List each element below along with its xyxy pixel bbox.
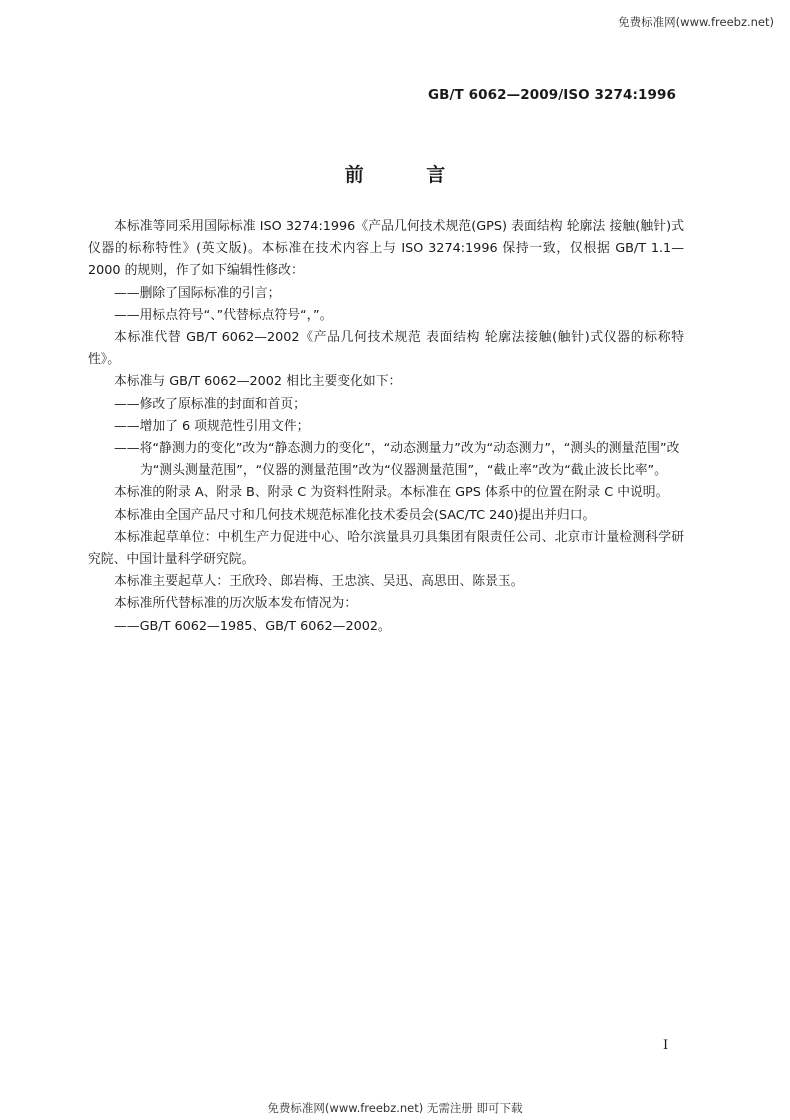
foreword-body [88,216,684,638]
paragraph-adoption: 本标准等同采用国际标准 ISO 3274:1996《产品几何技术规范(GPS) 表面结构 轮廓法 接触(触针)式仪器的标称特性》(英文版)。本标准在技术内容上与 ISO 3274:1996 保持一致，仅根据 GB/T 1.1—2000 的规则，作了如下编辑性修改： [88,219,684,279]
standard-code: GB/T 6062—2009/ISO 3274:1996 [427,87,676,103]
list-item-change-1: ——修改了原标准的封面和首页； [114,396,306,412]
list-item-change-3: ——将“静测力的变化”改为“静态测力的变化”，“动态测量力”改为“动态测力”，“测头的测量范围”改为“测头测量范围”，“仪器的测量范围”改为“仪器测量范围”，“截止率”改为“截止波长比率”。 [114,441,680,479]
page-number: I [663,1038,669,1053]
paragraph-replaces: 本标准代替 GB/T 6062—2002《产品几何技术规范 表面结构 轮廓法接触(触针)式仪器的标称特性》。 [88,330,684,368]
paragraph-annexes: 本标准的附录 A、附录 B、附录 C 为资料性附录。本标准在 GPS 体系中的位置在附录 C 中说明。 [114,485,669,501]
list-item-history: ——GB/T 6062—1985、GB/T 6062—2002。 [114,618,391,634]
page-title: 前 言 [344,164,474,186]
list-item-edit-2: ——用标点符号“、”代替标点符号“，”。 [114,307,333,323]
paragraph-drafters: 本标准主要起草人：王欣玲、郎岩梅、王忠滨、吴迅、高思田、陈景玉。 [114,574,524,590]
paragraph-history-intro: 本标准所代替标准的历次版本发布情况为： [114,596,358,612]
list-item-change-2: ——增加了 6 项规范性引用文件； [114,418,310,434]
footer-watermark: 免费标准网(www.freebz.net) 无需注册 即可下载 [267,1101,523,1115]
list-item-edit-1: ——删除了国际标准的引言； [114,285,281,301]
header-watermark: 免费标准网(www.freebz.net) [618,15,774,29]
paragraph-drafting-units: 本标准起草单位：中机生产力促进中心、哈尔滨量具刃具集团有限责任公司、北京市计量检测科学研究院、中国计量科学研究院。 [88,529,684,568]
paragraph-changes-intro: 本标准与 GB/T 6062—2002 相比主要变化如下： [114,374,402,390]
paragraph-proposer: 本标准由全国产品尺寸和几何技术规范标准化技术委员会(SAC/TC 240)提出并归口。 [114,507,596,523]
